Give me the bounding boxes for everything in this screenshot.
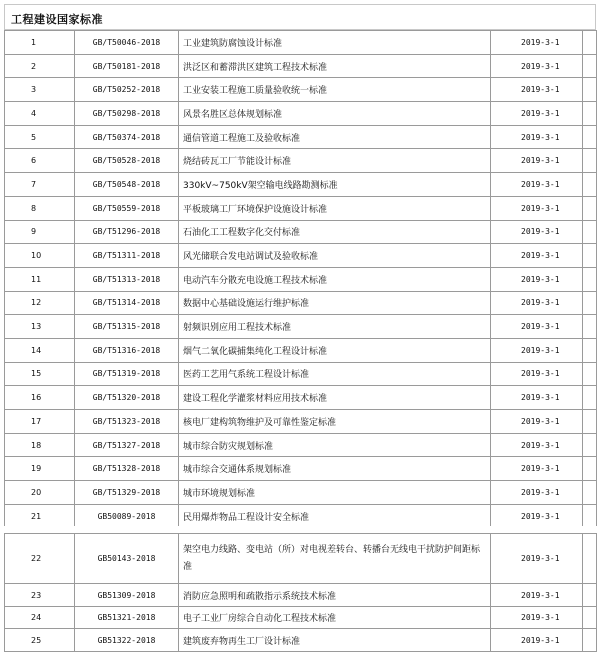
table-row <box>5 504 597 528</box>
table-row <box>5 31 597 55</box>
table-row <box>5 78 597 102</box>
standard-name: 工业建筑防腐蚀设计标准 <box>179 31 491 55</box>
standards-table-part2 <box>4 533 597 652</box>
standard-name: 民用爆炸物品工程设计安全标准 <box>179 504 491 528</box>
effective-date: 2019-3-1 <box>491 267 583 291</box>
row-number: 4 <box>5 102 75 126</box>
table-row <box>5 534 597 584</box>
standard-name: 烟气二氧化碳捕集纯化工程设计标准 <box>179 338 491 362</box>
standard-code: GB50089-2018 <box>75 504 179 528</box>
table-row <box>5 481 597 505</box>
standard-name: 核电厂建构筑物维护及可靠性鉴定标准 <box>179 410 491 434</box>
row-number: 25 <box>5 629 75 652</box>
blank-cell <box>583 534 597 584</box>
row-number: 16 <box>5 386 75 410</box>
blank-cell <box>583 584 597 607</box>
blank-cell <box>583 362 597 386</box>
blank-cell <box>583 196 597 220</box>
effective-date: 2019-3-1 <box>491 315 583 339</box>
standard-name: 洪泛区和蓄滞洪区建筑工程技术标准 <box>179 54 491 78</box>
table-row <box>5 410 597 434</box>
effective-date: 2019-3-1 <box>491 102 583 126</box>
table-row <box>5 54 597 78</box>
standard-name: 烧结砖瓦工厂节能设计标准 <box>179 149 491 173</box>
standard-code: GB51309-2018 <box>75 584 179 607</box>
row-number: 15 <box>5 362 75 386</box>
effective-date: 2019-3-1 <box>491 457 583 481</box>
standard-name: 城市综合防灾规划标准 <box>179 433 491 457</box>
standard-code: GB/T51323-2018 <box>75 410 179 434</box>
row-number: 21 <box>5 504 75 528</box>
blank-cell <box>583 149 597 173</box>
row-number: 5 <box>5 125 75 149</box>
standard-name: 电子工业厂房综合自动化工程技术标准 <box>179 607 491 629</box>
table-row <box>5 607 597 629</box>
table-row <box>5 291 597 315</box>
standard-code: GB/T50181-2018 <box>75 54 179 78</box>
effective-date: 2019-3-1 <box>491 338 583 362</box>
row-number: 13 <box>5 315 75 339</box>
table-row <box>5 629 597 652</box>
standard-code: GB/T50548-2018 <box>75 173 179 197</box>
standard-name: 风光储联合发电站调试及验收标准 <box>179 244 491 268</box>
standard-name: 城市综合交通体系规划标准 <box>179 457 491 481</box>
effective-date: 2019-3-1 <box>491 31 583 55</box>
table-row <box>5 267 597 291</box>
row-number: 18 <box>5 433 75 457</box>
blank-cell <box>583 433 597 457</box>
blank-cell <box>583 291 597 315</box>
blank-cell <box>583 54 597 78</box>
standard-code: GB/T51315-2018 <box>75 315 179 339</box>
standard-code: GB/T50298-2018 <box>75 102 179 126</box>
effective-date: 2019-3-1 <box>491 481 583 505</box>
standard-name: 数据中心基础设施运行维护标准 <box>179 291 491 315</box>
effective-date: 2019-3-1 <box>491 291 583 315</box>
standard-code: GB/T51313-2018 <box>75 267 179 291</box>
row-number: 24 <box>5 607 75 629</box>
effective-date: 2019-3-1 <box>491 78 583 102</box>
table-title-row <box>4 4 596 30</box>
standard-code: GB/T51296-2018 <box>75 220 179 244</box>
table-row <box>5 386 597 410</box>
row-number: 1 <box>5 31 75 55</box>
blank-cell <box>583 173 597 197</box>
row-number: 12 <box>5 291 75 315</box>
effective-date: 2019-3-1 <box>491 362 583 386</box>
table-row <box>5 125 597 149</box>
standard-name: 医药工艺用气系统工程设计标准 <box>179 362 491 386</box>
page-break-gap <box>0 526 600 533</box>
blank-cell <box>583 629 597 652</box>
effective-date: 2019-3-1 <box>491 125 583 149</box>
table-row <box>5 102 597 126</box>
blank-cell <box>583 315 597 339</box>
row-number: 6 <box>5 149 75 173</box>
effective-date: 2019-3-1 <box>491 433 583 457</box>
row-number: 7 <box>5 173 75 197</box>
row-number: 2 <box>5 54 75 78</box>
standard-name: 工业安装工程施工质量验收统一标准 <box>179 78 491 102</box>
table-row <box>5 338 597 362</box>
row-number: 10 <box>5 244 75 268</box>
row-number: 9 <box>5 220 75 244</box>
blank-cell <box>583 386 597 410</box>
standard-code: GB/T50528-2018 <box>75 149 179 173</box>
blank-cell <box>583 457 597 481</box>
blank-cell <box>583 31 597 55</box>
blank-cell <box>583 125 597 149</box>
table-row <box>5 244 597 268</box>
standard-code: GB/T51320-2018 <box>75 386 179 410</box>
effective-date: 2019-3-1 <box>491 244 583 268</box>
blank-cell <box>583 504 597 528</box>
standard-name: 消防应急照明和疏散指示系统技术标准 <box>179 584 491 607</box>
table-row <box>5 315 597 339</box>
blank-cell <box>583 220 597 244</box>
effective-date: 2019-3-1 <box>491 54 583 78</box>
standard-code: GB/T51319-2018 <box>75 362 179 386</box>
effective-date: 2019-3-1 <box>491 504 583 528</box>
blank-cell <box>583 267 597 291</box>
standard-code: GB/T51327-2018 <box>75 433 179 457</box>
row-number: 17 <box>5 410 75 434</box>
row-number: 20 <box>5 481 75 505</box>
table-row <box>5 149 597 173</box>
effective-date: 2019-3-1 <box>491 410 583 434</box>
blank-cell <box>583 607 597 629</box>
row-number: 11 <box>5 267 75 291</box>
standard-code: GB50143-2018 <box>75 534 179 584</box>
effective-date: 2019-3-1 <box>491 386 583 410</box>
standard-code: GB/T50252-2018 <box>75 78 179 102</box>
effective-date: 2019-3-1 <box>491 534 583 584</box>
standard-code: GB/T50559-2018 <box>75 196 179 220</box>
blank-cell <box>583 102 597 126</box>
row-number: 14 <box>5 338 75 362</box>
row-number: 8 <box>5 196 75 220</box>
effective-date: 2019-3-1 <box>491 629 583 652</box>
table-row <box>5 196 597 220</box>
effective-date: 2019-3-1 <box>491 149 583 173</box>
table-row <box>5 457 597 481</box>
standard-name: 射频识别应用工程技术标准 <box>179 315 491 339</box>
effective-date: 2019-3-1 <box>491 584 583 607</box>
blank-cell <box>583 481 597 505</box>
standard-code: GB/T51316-2018 <box>75 338 179 362</box>
standard-name: 330kV~750kV架空输电线路勘测标准 <box>179 173 491 197</box>
standard-name: 通信管道工程施工及验收标准 <box>179 125 491 149</box>
table-row <box>5 584 597 607</box>
standard-name: 城市环境规划标准 <box>179 481 491 505</box>
standard-name: 石油化工工程数字化交付标准 <box>179 220 491 244</box>
row-number: 3 <box>5 78 75 102</box>
blank-cell <box>583 78 597 102</box>
table-row <box>5 220 597 244</box>
standards-table-part1 <box>4 30 597 528</box>
table-title: 工程建设国家标准 <box>11 13 103 26</box>
row-number: 19 <box>5 457 75 481</box>
standard-name: 电动汽车分散充电设施工程技术标准 <box>179 267 491 291</box>
blank-cell <box>583 338 597 362</box>
effective-date: 2019-3-1 <box>491 173 583 197</box>
table-row <box>5 173 597 197</box>
blank-cell <box>583 410 597 434</box>
standard-code: GB/T50046-2018 <box>75 31 179 55</box>
standard-code: GB/T51328-2018 <box>75 457 179 481</box>
standard-code: GB/T51329-2018 <box>75 481 179 505</box>
effective-date: 2019-3-1 <box>491 196 583 220</box>
effective-date: 2019-3-1 <box>491 607 583 629</box>
table-row <box>5 362 597 386</box>
row-number: 22 <box>5 534 75 584</box>
row-number: 23 <box>5 584 75 607</box>
effective-date: 2019-3-1 <box>491 220 583 244</box>
table-row <box>5 433 597 457</box>
standard-name: 风景名胜区总体规划标准 <box>179 102 491 126</box>
standard-name: 建筑废弃物再生工厂设计标准 <box>179 629 491 652</box>
standard-name: 架空电力线路、变电站（所）对电视差转台、转播台无线电干扰防护间距标准 <box>179 534 491 584</box>
standard-name: 平板玻璃工厂环境保护设施设计标准 <box>179 196 491 220</box>
standard-code: GB/T50374-2018 <box>75 125 179 149</box>
standard-code: GB51322-2018 <box>75 629 179 652</box>
standard-code: GB/T51314-2018 <box>75 291 179 315</box>
standard-name: 建设工程化学灌浆材料应用技术标准 <box>179 386 491 410</box>
blank-cell <box>583 244 597 268</box>
standard-code: GB/T51311-2018 <box>75 244 179 268</box>
standard-code: GB51321-2018 <box>75 607 179 629</box>
